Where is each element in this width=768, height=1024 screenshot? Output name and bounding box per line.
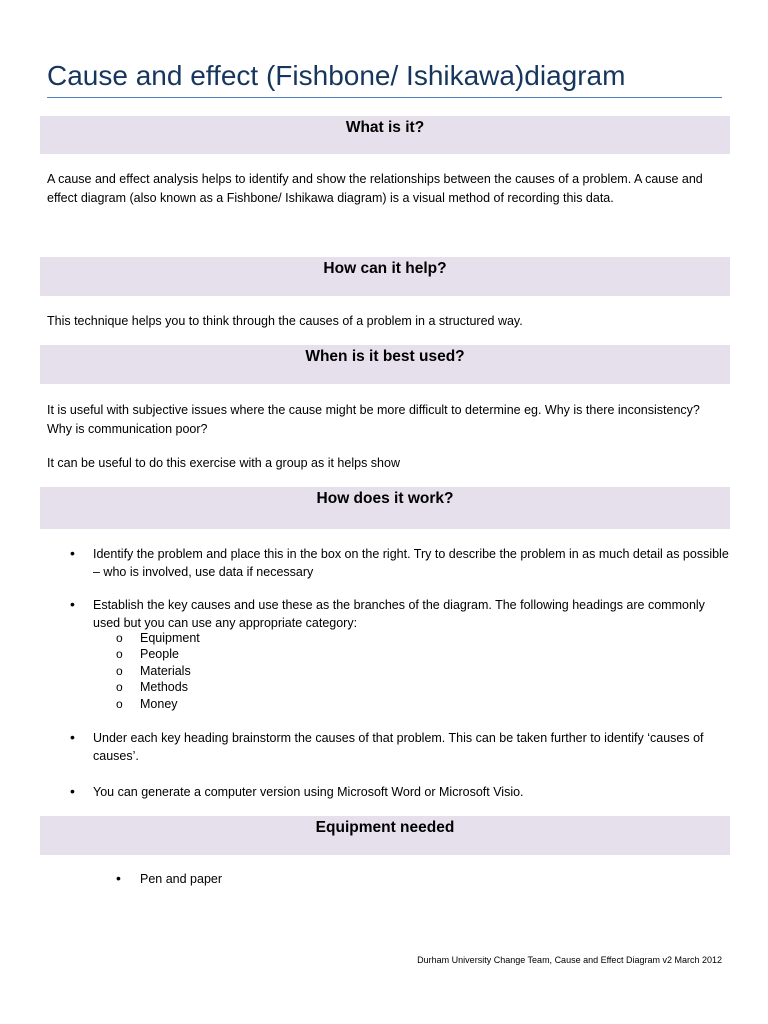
sub-bullet-marker: o bbox=[116, 647, 123, 661]
sub-bullet-marker: o bbox=[116, 697, 123, 711]
when-paragraph-1: It is useful with subjective issues where the cause might be more difficult to determine eg. Why is there inconsistency? Why is communication poor? bbox=[47, 403, 700, 436]
how-bullet-2: Establish the key causes and use these as the branches of the diagram. The following headings are commonly used but you can use any appropriate category: bbox=[93, 598, 705, 630]
how-bullet-3: Under each key heading brainstorm the causes of that problem. This can be taken further to identify ‘causes of causes’. bbox=[93, 731, 704, 763]
bullet-marker: • bbox=[116, 870, 121, 886]
category-item-equipment: Equipment bbox=[140, 631, 200, 645]
equipment-item: Pen and paper bbox=[140, 872, 223, 886]
sub-bullet-marker: o bbox=[116, 680, 123, 694]
section-heading-equipment: Equipment needed bbox=[40, 816, 730, 855]
when-paragraph-2: It can be useful to do this exercise with a group as it helps show bbox=[47, 456, 400, 470]
section-heading-help: How can it help? bbox=[40, 257, 730, 296]
page-title: Cause and effect (Fishbone/ Ishikawa)diagram bbox=[47, 60, 626, 91]
category-item-money: Money bbox=[140, 697, 178, 711]
how-bullet-1: Identify the problem and place this in the box on the right. Try to describe the problem in as much detail as possible – who is involved, use data if necessary bbox=[93, 547, 729, 579]
section-heading-how: How does it work? bbox=[40, 487, 730, 529]
bullet-marker: • bbox=[70, 783, 75, 799]
category-item-materials: Materials bbox=[140, 664, 191, 678]
how-bullet-4: You can generate a computer version using Microsoft Word or Microsoft Visio. bbox=[93, 785, 524, 799]
what-paragraph: A cause and effect analysis helps to identify and show the relationships between the causes of a problem. A cause and effect diagram (also known as a Fishbone/ Ishikawa diagram) is a visual method of recording this data. bbox=[47, 172, 703, 205]
footer-text: Durham University Change Team, Cause and Effect Diagram v2 March 2012 bbox=[417, 955, 722, 965]
category-item-methods: Methods bbox=[140, 680, 188, 694]
bullet-marker: • bbox=[70, 545, 75, 561]
title-underline bbox=[47, 97, 722, 98]
bullet-marker: • bbox=[70, 596, 75, 612]
section-heading-what: What is it? bbox=[40, 116, 730, 154]
category-item-people: People bbox=[140, 647, 179, 661]
bullet-marker: • bbox=[70, 729, 75, 745]
section-heading-when: When is it best used? bbox=[40, 345, 730, 384]
help-paragraph: This technique helps you to think through the causes of a problem in a structured way. bbox=[47, 314, 523, 328]
sub-bullet-marker: o bbox=[116, 631, 123, 645]
sub-bullet-marker: o bbox=[116, 664, 123, 678]
